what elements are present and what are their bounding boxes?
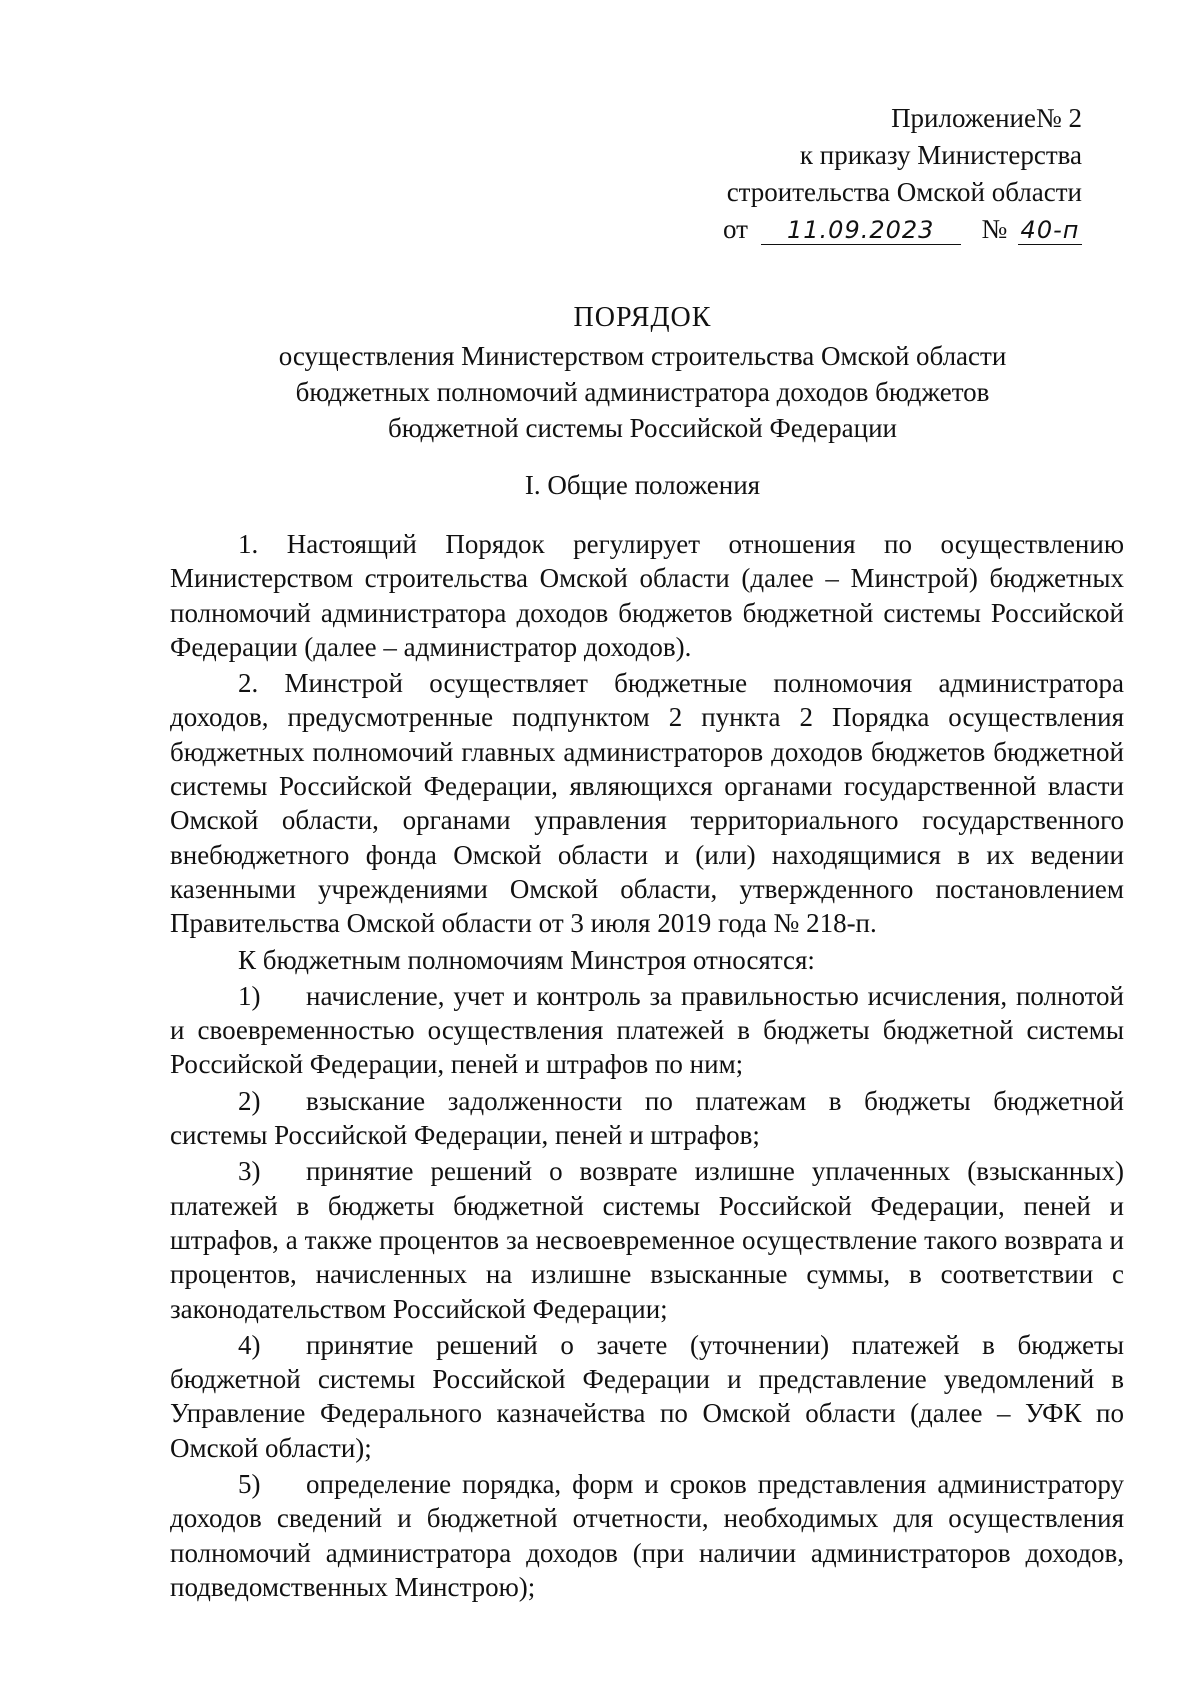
document-title: ПОРЯДОК: [573, 302, 712, 333]
list-item-5-number: 5): [238, 1469, 261, 1500]
annex-header: [723, 100, 1082, 248]
annex-title: Приложение№ 2: [891, 103, 1082, 133]
list-item-4-text: принятие решений о зачете (уточнении) платежей в бюджеты бюджетной системы Российской Федерации и представление уведомлений в Управление Федерального казначейства по Омской области (далее – УФК по Омской области);: [170, 1329, 1124, 1463]
list-item-1: [170, 979, 1124, 1082]
list-item-1-text: начисление, учет и контроль за правильностью исчисления, полнотой и своевременностью осуществления платежей в бюджеты бюджетной системы Российской Федерации, пеней и штрафов по ним;: [170, 980, 1124, 1080]
list-item-5: [170, 1467, 1124, 1604]
paragraph-3: К бюджетным полномочиям Минстроя относятся:: [238, 944, 815, 975]
paragraph-2: 2. Минстрой осуществляет бюджетные полномочия администратора доходов, предусмотренные подпунктом 2 пункта 2 Порядка осуществления бюджетных полномочий главных администраторов доходов бюджетов бюджетной системы Российской Федерации, являющихся органами государственной власти Омской области, органами управления территориального государственного внебюджетного фонда Омской области и (или) находящимися в их ведении казенными учреждениями Омской области, утвержденного постановлением Правительства Омской области от 3 июля 2019 года № 218-п.: [170, 668, 1124, 939]
list-item-3-text: принятие решений о возврате излишне уплаченных (взысканных) платежей в бюджеты бюджетной системы Российской Федерации, пеней и штрафов, а также процентов за несвоевременное осуществление такого возврата и процентов, начисленных на излишне взысканные суммы, в соответствии с законодательством Российской Федерации;: [170, 1156, 1124, 1324]
annex-order-ref: к приказу Министерства: [799, 140, 1082, 170]
list-item-5-text: определение порядка, форм и сроков представления администратору доходов сведений и бюджетной отчетности, необходимых для осуществления полномочий администратора доходов (при наличии администраторов доходов, подведомственных Минстрою);: [170, 1469, 1124, 1602]
handwritten-number: 40-п: [1018, 216, 1082, 245]
annex-date-number-line: [723, 211, 1082, 248]
list-item-4-number: 4): [238, 1329, 261, 1360]
handwritten-date: 11.09.2023: [761, 216, 961, 245]
list-item-3: [170, 1154, 1124, 1325]
list-item-2-number: 2): [238, 1085, 261, 1116]
section-heading: I. Общие положения: [524, 470, 761, 500]
document-subtitle-line-3: бюджетной системы Российской Федерации: [387, 413, 897, 443]
list-item-1-number: 1): [238, 980, 261, 1011]
list-item-3-number: 3): [238, 1156, 261, 1187]
list-item-2: [170, 1084, 1124, 1153]
document-title-block: [160, 300, 1125, 446]
from-label: от: [723, 214, 748, 244]
document-subtitle-line-1: осуществления Министерством строительства Омской области: [278, 341, 1007, 371]
document-body: [170, 527, 1124, 1606]
list-item-2-text: взыскание задолженности по платежам в бюджеты бюджетной системы Российской Федерации, пеней и штрафов;: [170, 1085, 1124, 1151]
document-subtitle-line-2: бюджетных полномочий администратора доходов бюджетов: [295, 377, 990, 407]
list-item-4: [170, 1328, 1124, 1465]
annex-ministry: строительства Омской области: [726, 177, 1082, 207]
paragraph-1: 1. Настоящий Порядок регулирует отношения по осуществлению Министерством строительства Омской области (далее – Минстрой) бюджетных полномочий администратора доходов бюджетов бюджетной системы Российской Федерации (далее – администратор доходов).: [170, 529, 1124, 662]
number-label: №: [981, 214, 1008, 244]
